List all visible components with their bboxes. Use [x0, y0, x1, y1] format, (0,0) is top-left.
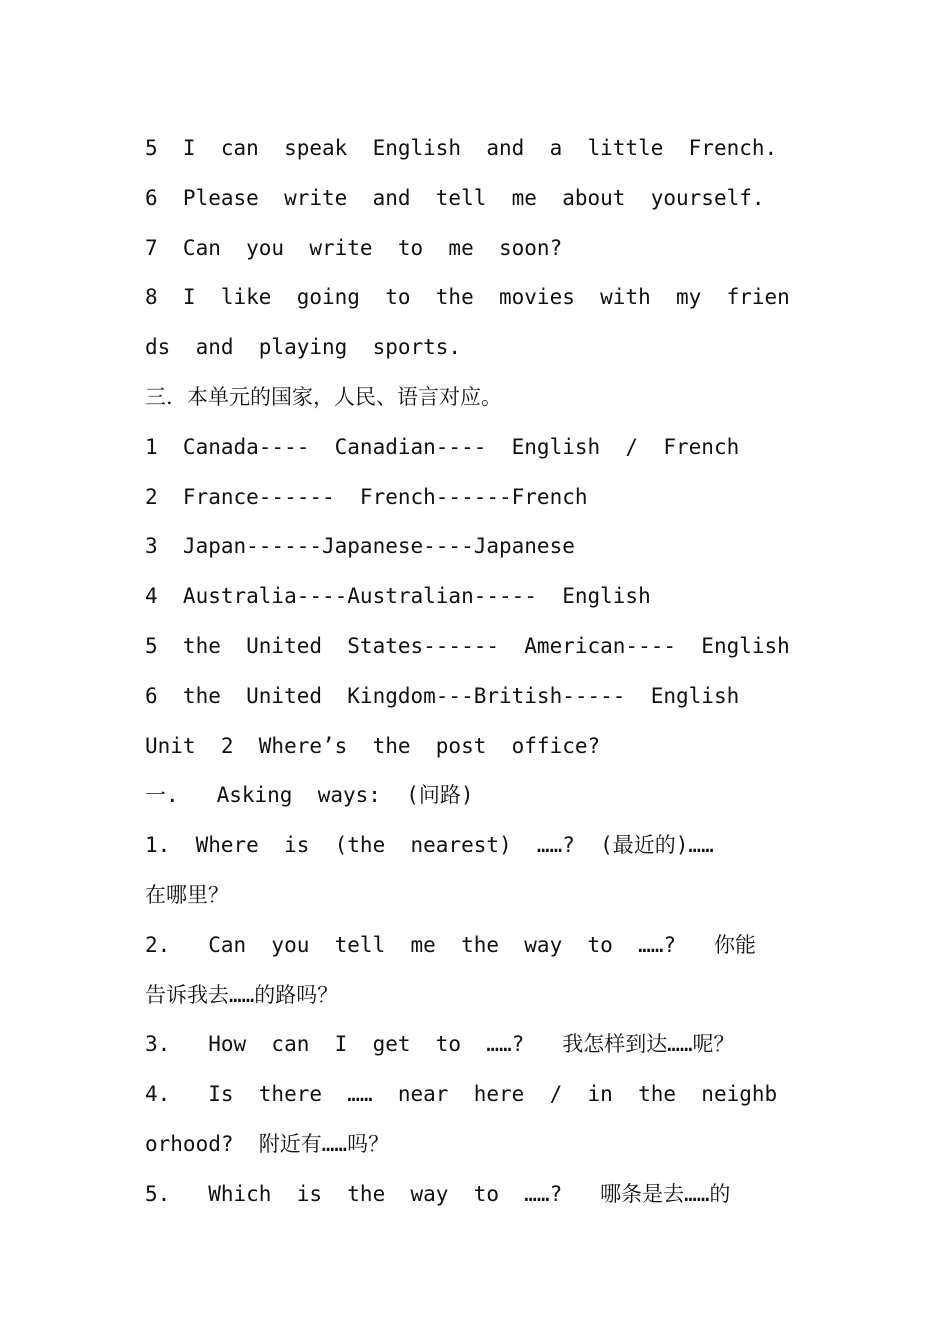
text-line: 6 the United Kingdom---British----- English: [145, 683, 740, 708]
section-heading: 一. Asking ways: (问路): [145, 783, 474, 808]
text-line: 告诉我去……的路吗？: [145, 982, 339, 1007]
text-line: 8 I like going to the movies with my frien: [145, 285, 790, 310]
text-line: 3. How can I get to ……? 我怎样到达……呢？: [145, 1032, 735, 1057]
text-line: 1 Canada---- Canadian---- English / French: [145, 434, 740, 459]
text-line: ds and playing sports.: [145, 335, 462, 360]
text-line: 5. Which is the way to ……? 哪条是去……的: [145, 1181, 731, 1206]
document-body: [145, 124, 810, 1220]
text-line: orhood? 附近有……吗？: [145, 1131, 390, 1156]
text-line: 6 Please write and tell me about yourself.: [145, 185, 765, 210]
text-line: 2 France------ French------French: [145, 484, 588, 509]
text-line: 在哪里？: [145, 882, 229, 907]
section-heading: 三．本单元的国家，人民、语言对应。: [145, 384, 502, 409]
text-line: 2. Can you tell me the way to ……? 你能: [145, 932, 756, 957]
text-line: 1. Where is (the nearest) ……? (最近的)……: [145, 833, 714, 858]
text-line: 3 Japan------Japanese----Japanese: [145, 534, 575, 559]
text-line: 5 I can speak English and a little French.: [145, 136, 778, 160]
text-line: 5 the United States------ American---- English: [145, 633, 790, 658]
text-line: 7 Can you write to me soon?: [145, 235, 563, 260]
unit-heading: Unit 2 Where’s the post office?: [145, 733, 601, 758]
text-line: 4. Is there …… near here / in the neighb: [145, 1082, 778, 1107]
text-line: 4 Australia----Australian----- English: [145, 584, 651, 609]
